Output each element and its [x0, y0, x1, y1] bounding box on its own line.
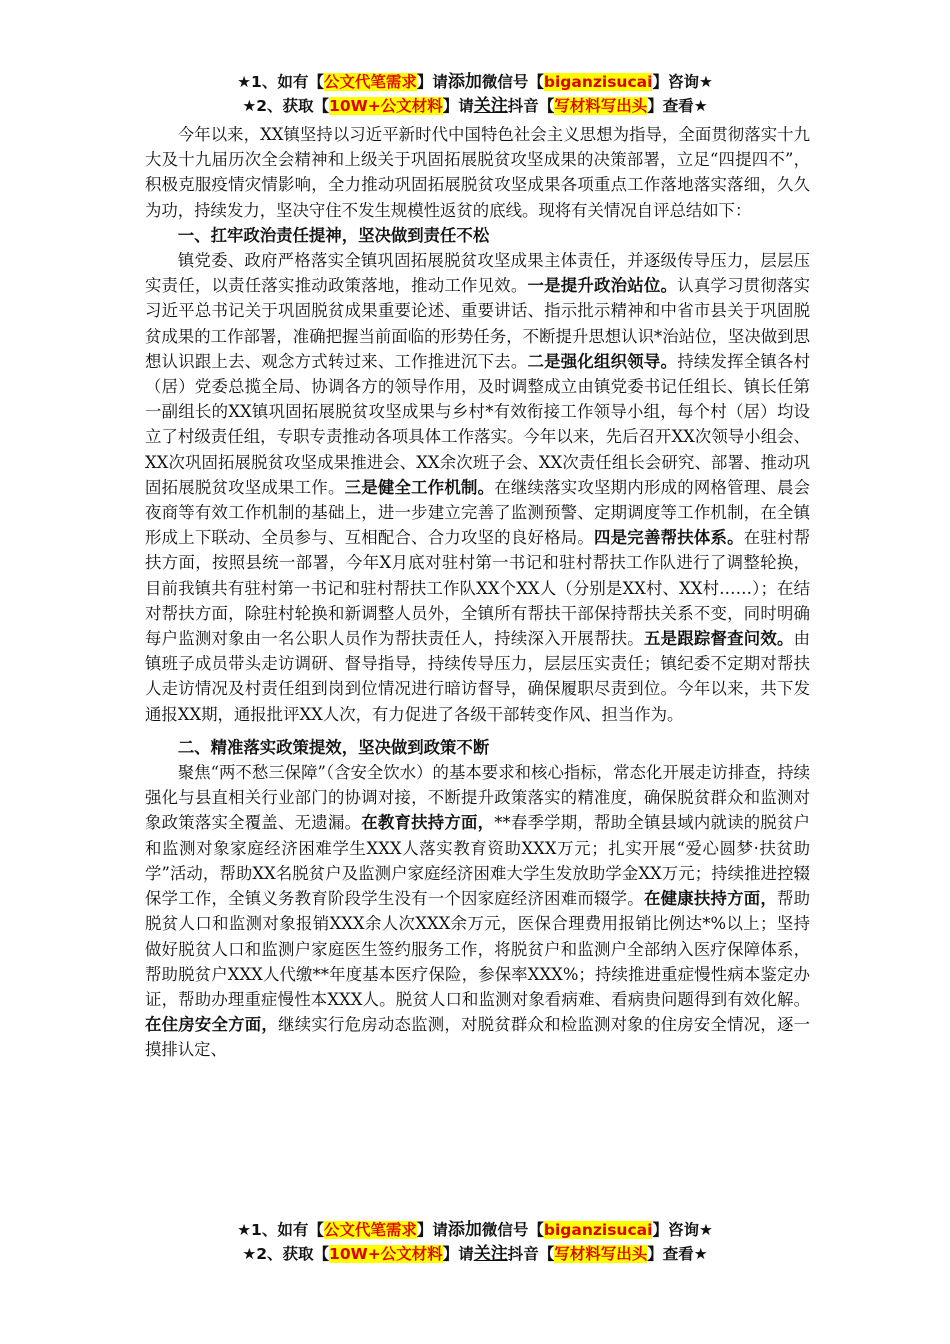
section2-paragraph: [145, 760, 810, 1062]
banner2-highlight-materials: 10W+公文材料: [329, 97, 443, 115]
banner1-suffix: 】咨询★: [652, 73, 713, 91]
footer1-mid2: 微信号【: [481, 1221, 544, 1239]
footer2-highlight-douyin: 写材料写出头: [554, 1245, 648, 1263]
banner1-highlight-service: 公文代笔需求: [323, 73, 417, 91]
section1-text-5: 由镇班子成员带头走访调研、督导指导，持续传导压力，层层压实责任；镇纪委不定期对帮扶人走访情况及村责任组到岗到位情况进行暗访督导，确保履职尽责到位。今年以来，共下发通报XX期，通报批评XX人次，有力促进了各级干部转变作风、担当作为。: [145, 629, 811, 724]
document-body: [145, 122, 810, 1063]
banner2-prefix: ★2、获取【: [242, 97, 330, 115]
section-spacer: [145, 727, 810, 735]
banner2-highlight-douyin: 写材料写出头: [554, 97, 648, 115]
footer-banner: [0, 1218, 950, 1242]
footer2-suffix: 】查看★: [647, 1245, 708, 1263]
footer1-prefix: ★1、如有【: [237, 1221, 324, 1239]
footer1-highlight-wechat: biganzisucai: [543, 1221, 653, 1239]
section1-text-4: 在驻村帮扶方面，按照县统一部署，今年X月底对驻村第一书记和驻村帮扶工作队进行了调整轮换，目前我镇共有驻村第一书记和驻村帮扶工作队XX个XX人（分别是XX村、XX村……）；在结对帮扶方面，除驻村轮换和新调整人员外，全镇所有帮扶干部保持帮扶关系不变，同时明确每户监测对象由一名公职人员作为帮扶责任人，持续深入开展帮扶。: [145, 528, 811, 649]
section2-point-3: 在住房安全方面，: [145, 1015, 279, 1035]
section1-text-2: 持续发挥全镇各村（居）党委总揽全局、协调各方的领导作用，及时调整成立由镇党委书记任组长、镇长任第一副组长的XX镇巩固拓展脱贫攻坚成果与乡村*有效衔接工作领导小组，每个村（居）均设立了村级责任组，专职专责推动各项具体工作落实。今年以来，先后召开XX次领导小组会、XX次巩固拓展脱贫攻坚成果推进会、XX余次班子会、XX次责任组长会研究、部署、推动巩固拓展脱贫攻坚成果工作。: [145, 351, 811, 497]
footer1-suffix: 】咨询★: [652, 1221, 713, 1239]
section1-point-2: 二是强化组织领导。: [527, 351, 678, 371]
section1-text-3: 在继续落实攻坚期内形成的网格管理、晨会夜商等有效工作机制的基础上，进一步建立完善了监测预警、定期调度等工作机制，在全镇形成上下联动、全员参与、互相配合、合力攻坚的良好格局。: [145, 477, 811, 548]
intro-paragraph: 今年以来，XX镇坚持以习近平新时代中国特色社会主义思想为指导，全面贯彻落实十九大及十九届历次全会精神和上级关于巩固拓展脱贫攻坚成果的决策部署，立足“四提四不”，积极克服疫情灾情影响，全力推动巩固拓展脱贫攻坚成果各项重点工作落地落实落细，久久为功，持续发力，坚决守住不发生规模性返贫的底线。现将有关情况自评总结如下：: [145, 125, 810, 220]
section1-heading: 一、扛牢政治责任提神，坚决做到责任不松: [177, 225, 490, 245]
footer-banner-2: [0, 1242, 950, 1266]
footer1-emphasis: 添加: [447, 1220, 482, 1240]
section2-point-2: 在健康扶持方面，: [643, 889, 777, 909]
section2-text-0: 聚焦“两不愁三保障”（含安全饮水）的基本要求和核心指标，常态化开展走访排查，持续强化与县直相关行业部门的协调对接，不断提升政策落实的精准度，确保脱贫群众和监测对象政策落实全覆盖、无遗漏。: [145, 763, 810, 833]
banner1-mid: 】请: [416, 73, 448, 91]
section1-point-3: 三是健全工作机制。: [344, 477, 495, 497]
banner2-suffix: 】查看★: [647, 97, 708, 115]
footer1-mid: 】请: [416, 1221, 448, 1239]
header-banner: [0, 70, 950, 94]
footer2-emphasis: 关注: [473, 1244, 508, 1264]
section2-point-1: 在教育扶持方面，: [361, 813, 495, 833]
footer2-prefix: ★2、获取【: [242, 1245, 330, 1263]
section2-text-3: 继续实行危房动态监测，对脱贫群众和检监测对象的住房安全情况，逐一摸排认定、: [145, 1015, 811, 1060]
section1-point-5: 五是跟踪督查问效。: [643, 629, 794, 649]
header-banner-2: [0, 94, 950, 118]
section1-paragraph: [145, 248, 810, 727]
footer2-highlight-materials: 10W+公文材料: [329, 1245, 443, 1263]
section2-heading: 二、精准落实政策提效，坚决做到政策不断: [177, 737, 490, 757]
banner1-prefix: ★1、如有【: [237, 73, 324, 91]
section1-text-1: 认真学习贯彻落实习近平总书记关于巩固脱贫成果重要论述、重要讲话、指示批示精神和中省市县关于巩固脱贫成果的工作部署，准确把握当前面临的形势任务，不断提升思想认识*治站位，坚决做到思想认识跟上去、观念方式转过来、工作推进沉下去。: [145, 276, 811, 371]
banner1-mid2: 微信号【: [481, 73, 544, 91]
footer2-mid: 】请: [442, 1245, 474, 1263]
banner1-emphasis: 添加: [447, 72, 482, 92]
banner1-highlight-wechat: biganzisucai: [543, 73, 653, 91]
banner2-mid2: 抖音【: [507, 97, 555, 115]
footer2-mid2: 抖音【: [507, 1245, 555, 1263]
banner2-mid: 】请: [442, 97, 474, 115]
section1-point-1: 一是提升政治站位。: [527, 276, 678, 296]
footer1-highlight-service: 公文代笔需求: [323, 1221, 417, 1239]
banner2-emphasis: 关注: [473, 96, 508, 116]
section2-text-1: **春季学期，帮助全镇县域内就读的脱贫户和监测对象家庭经济困难学生XXX人落实教育资助XXX万元；扎实开展“爱心圆梦·扶贫助学”活动，帮助XX名脱贫户及监测户家庭经济困难大学生发放助学金XX万元；持续推进控辍保学工作，全镇义务教育阶段学生没有一个因家庭经济困难而辍学。: [145, 813, 811, 909]
section1-point-4: 四是完善帮扶体系。: [594, 528, 744, 548]
section1-text-0: 镇党委、政府严格落实全镇巩固拓展脱贫攻坚成果主体责任，并逐级传导压力，层层压实责任，以责任落实推动政策落地，推动工作见效。: [145, 251, 810, 296]
section2-text-2: 帮助脱贫人口和监测对象报销XXX余人次XXX余万元，医保合理费用报销比例达*%以上；坚持做好脱贫人口和监测户家庭医生签约服务工作，将脱贫户和监测户全部纳入医疗保障体系，帮助脱贫户XXX人代缴**年度基本医疗保险，参保率XXX%；持续推进重症慢性病本鉴定办证，帮助办理重症慢性本XXX人。脱贫人口和监测对象看病难、看病贵问题得到有效化解。: [145, 889, 811, 1009]
